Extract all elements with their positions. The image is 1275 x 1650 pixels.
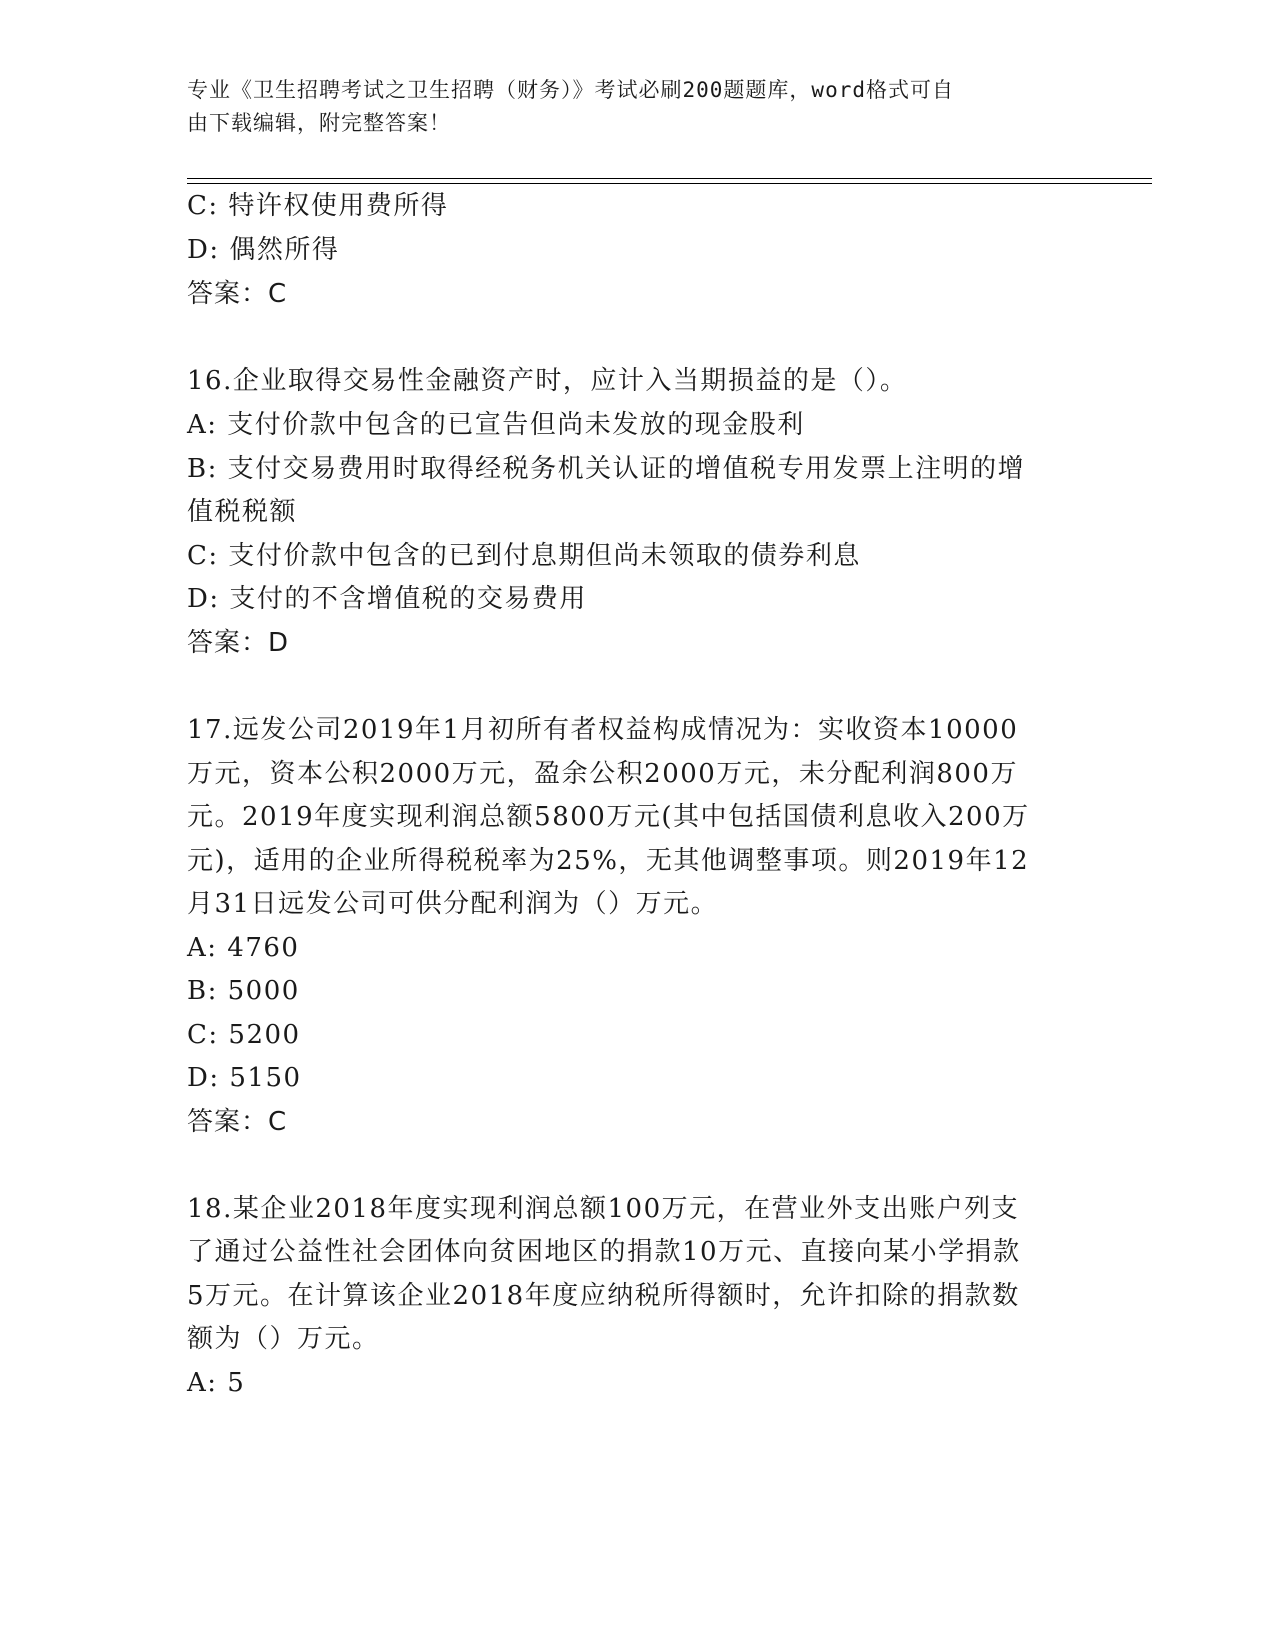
q18-stem-line-4: 额为（）万元。 <box>187 1324 380 1354</box>
q18-stem-line-3: 5万元。在计算该企业2018年度应纳税所得额时，允许扣除的捐款数 <box>187 1281 1020 1311</box>
q17-stem-line-1: 17.远发公司2019年1月初所有者权益构成情况为：实收资本10000 <box>187 715 1019 745</box>
q17-option-a: A: 4760 <box>187 933 300 963</box>
header-line-1: 专业《卫生招聘考试之卫生招聘（财务）》考试必刷200题题库，word格式可自 <box>187 78 954 102</box>
q16-option-b-line-1: B: 支付交易费用时取得经税务机关认证的增值税专用发票上注明的增 <box>187 454 1026 484</box>
q17-answer: 答案：C <box>187 1107 288 1137</box>
q16-option-c: C: 支付价款中包含的已到付息期但尚未领取的债券利息 <box>187 541 861 571</box>
q17-stem-line-3: 元。2019年度实现利润总额5800万元(其中包括国债利息收入200万 <box>187 802 1030 832</box>
q16-option-d: D: 支付的不含增值税的交易费用 <box>187 584 587 614</box>
q16-option-a: A: 支付价款中包含的已宣告但尚未发放的现金股利 <box>187 410 805 440</box>
q16-answer: 答案：D <box>187 628 290 658</box>
q18-option-a: A: 5 <box>187 1368 246 1398</box>
header-rule-top <box>187 178 1152 179</box>
header-rule-bottom <box>187 183 1152 184</box>
q16-stem: 16.企业取得交易性金融资产时，应计入当期损益的是（）。 <box>187 366 908 396</box>
document-header <box>187 74 1067 140</box>
q17-option-d: D: 5150 <box>187 1063 302 1093</box>
q15-answer: 答案：C <box>187 279 288 309</box>
q17-stem-line-5: 月31日远发公司可供分配利润为（）万元。 <box>187 889 719 919</box>
q17-stem-line-4: 元)，适用的企业所得税税率为25%，无其他调整事项。则2019年12 <box>187 846 1030 876</box>
q17-option-c: C: 5200 <box>187 1020 301 1050</box>
q15-option-d: D: 偶然所得 <box>187 235 340 265</box>
q17-stem-line-2: 万元，资本公积2000万元，盈余公积2000万元，未分配利润800万 <box>187 759 1018 789</box>
q17-option-b: B: 5000 <box>187 976 300 1006</box>
q18-stem-line-2: 了通过公益性社会团体向贫困地区的捐款10万元、直接向某小学捐款 <box>187 1237 1021 1267</box>
q16-option-b-line-2: 值税税额 <box>187 497 298 527</box>
q18-stem-line-1: 18.某企业2018年度实现利润总额100万元，在营业外支出账户列支 <box>187 1194 1020 1224</box>
header-line-2: 由下载编辑，附完整答案！ <box>187 111 451 135</box>
q15-option-c: C: 特许权使用费所得 <box>187 191 449 221</box>
